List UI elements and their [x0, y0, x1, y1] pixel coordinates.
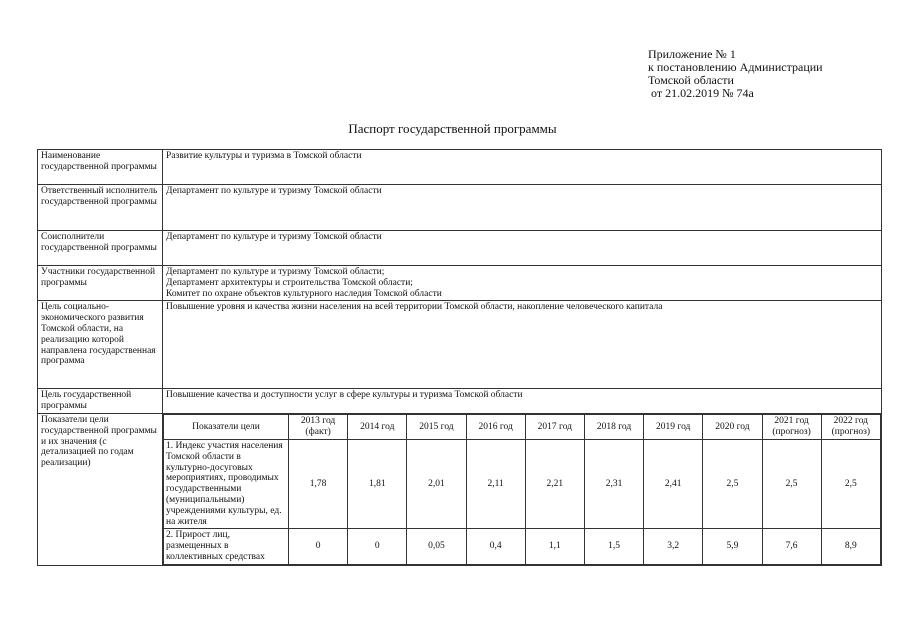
row-value [163, 301, 882, 389]
column-header: 2014 год [348, 414, 407, 439]
row-value [163, 231, 882, 266]
row-label: Цель государственной программы [38, 389, 163, 414]
row-label: Участники государственной программы [38, 266, 163, 301]
indicator-value: 1,5 [584, 529, 643, 564]
column-header: Показатели цели [164, 414, 289, 439]
indicator-value: 2,5 [703, 439, 762, 528]
indicator-value: 0,4 [466, 529, 525, 564]
row-value-line: Комитет по охране объектов культурного наследия Томской области [166, 288, 442, 299]
indicator-value: 2,21 [525, 439, 584, 528]
appendix-line: от 21.02.2019 № 74а [648, 86, 754, 100]
passport-row [38, 150, 882, 185]
row-label: Показатели цели государственной программы и их значения (с детализацией по годам реализации) [38, 413, 163, 565]
row-value [163, 185, 882, 231]
indicator-value: 2,41 [644, 439, 703, 528]
appendix-line: к постановлению Администрации [648, 60, 823, 74]
column-header: 2021 год (прогноз) [762, 414, 821, 439]
page-title: Паспорт государственной программы [348, 121, 557, 136]
passport-row [38, 389, 882, 414]
row-value-line: Повышение уровня и качества жизни населения на всей территории Томской области, накопление человеческого капитала [166, 302, 663, 313]
row-value [163, 266, 882, 301]
indicator-value: 2,11 [466, 439, 525, 528]
column-header: 2017 год [525, 414, 584, 439]
indicator-value: 2,01 [407, 439, 466, 528]
indicator-value: 2,31 [584, 439, 643, 528]
passport-row [38, 231, 882, 266]
column-header: 2018 год [584, 414, 643, 439]
indicator-value: 0 [289, 529, 348, 564]
column-header: 2019 год [644, 414, 703, 439]
passport-row [38, 301, 882, 389]
indicators-cell [163, 413, 882, 565]
indicator-value: 0 [348, 529, 407, 564]
row-value-line: Повышение качества и доступности услуг в сфере культуры и туризма Томской области [166, 390, 523, 401]
column-header: 2020 год [703, 414, 762, 439]
row-label: Цель социально-экономического развития Томской области, на реализацию которой направлена государственная программа [38, 301, 163, 389]
appendix-block [648, 48, 823, 100]
row-label: Ответственный исполнитель государственной программы [38, 185, 163, 231]
column-header: 2013 год (факт) [289, 414, 348, 439]
indicator-value: 5,9 [703, 529, 762, 564]
row-value [163, 150, 882, 185]
row-value [163, 389, 882, 414]
row-value-line: Департамент по культуре и туризму Томской области [166, 232, 382, 242]
passport-row [38, 266, 882, 301]
column-header: 2022 год (прогноз) [821, 414, 880, 439]
indicator-value: 2,5 [762, 439, 821, 528]
row-value-line: Департамент архитектуры и строительства Томской области; [166, 277, 413, 288]
indicator-name: 2. Прирост лиц, размещенных в коллективных средствах [164, 529, 289, 564]
column-header: 2015 год [407, 414, 466, 439]
appendix-line: Томской области [648, 73, 734, 87]
indicator-value: 1,1 [525, 529, 584, 564]
indicators-header-row [164, 414, 881, 439]
row-value-line: Департамент по культуре и туризму Томской области; [166, 267, 385, 277]
appendix-line: Приложение № 1 [648, 47, 736, 61]
column-header: 2016 год [466, 414, 525, 439]
passport-row-indicators [38, 413, 882, 565]
indicator-value: 2,5 [821, 439, 880, 528]
indicators-table [163, 414, 881, 565]
table-row [164, 439, 881, 528]
indicator-value: 0,05 [407, 529, 466, 564]
table-row [164, 529, 881, 564]
indicator-value: 1,78 [289, 439, 348, 528]
row-label: Соисполнители государственной программы [38, 231, 163, 266]
passport-table [37, 149, 882, 566]
indicator-name: 1. Индекс участия населения Томской области в культурно-досуговых мероприятиях, проводимых государственными (муниципальными) учреждениями культуры, ед. на жителя [164, 439, 289, 528]
indicator-value: 3,2 [644, 529, 703, 564]
row-value-line: Департамент по культуре и туризму Томской области [166, 186, 382, 196]
indicator-value: 8,9 [821, 529, 880, 564]
row-value-line: Развитие культуры и туризма в Томской области [166, 151, 362, 161]
indicator-value: 1,81 [348, 439, 407, 528]
passport-row [38, 185, 882, 231]
row-label: Наименование государственной программы [38, 150, 163, 185]
indicator-value: 7,6 [762, 529, 821, 564]
